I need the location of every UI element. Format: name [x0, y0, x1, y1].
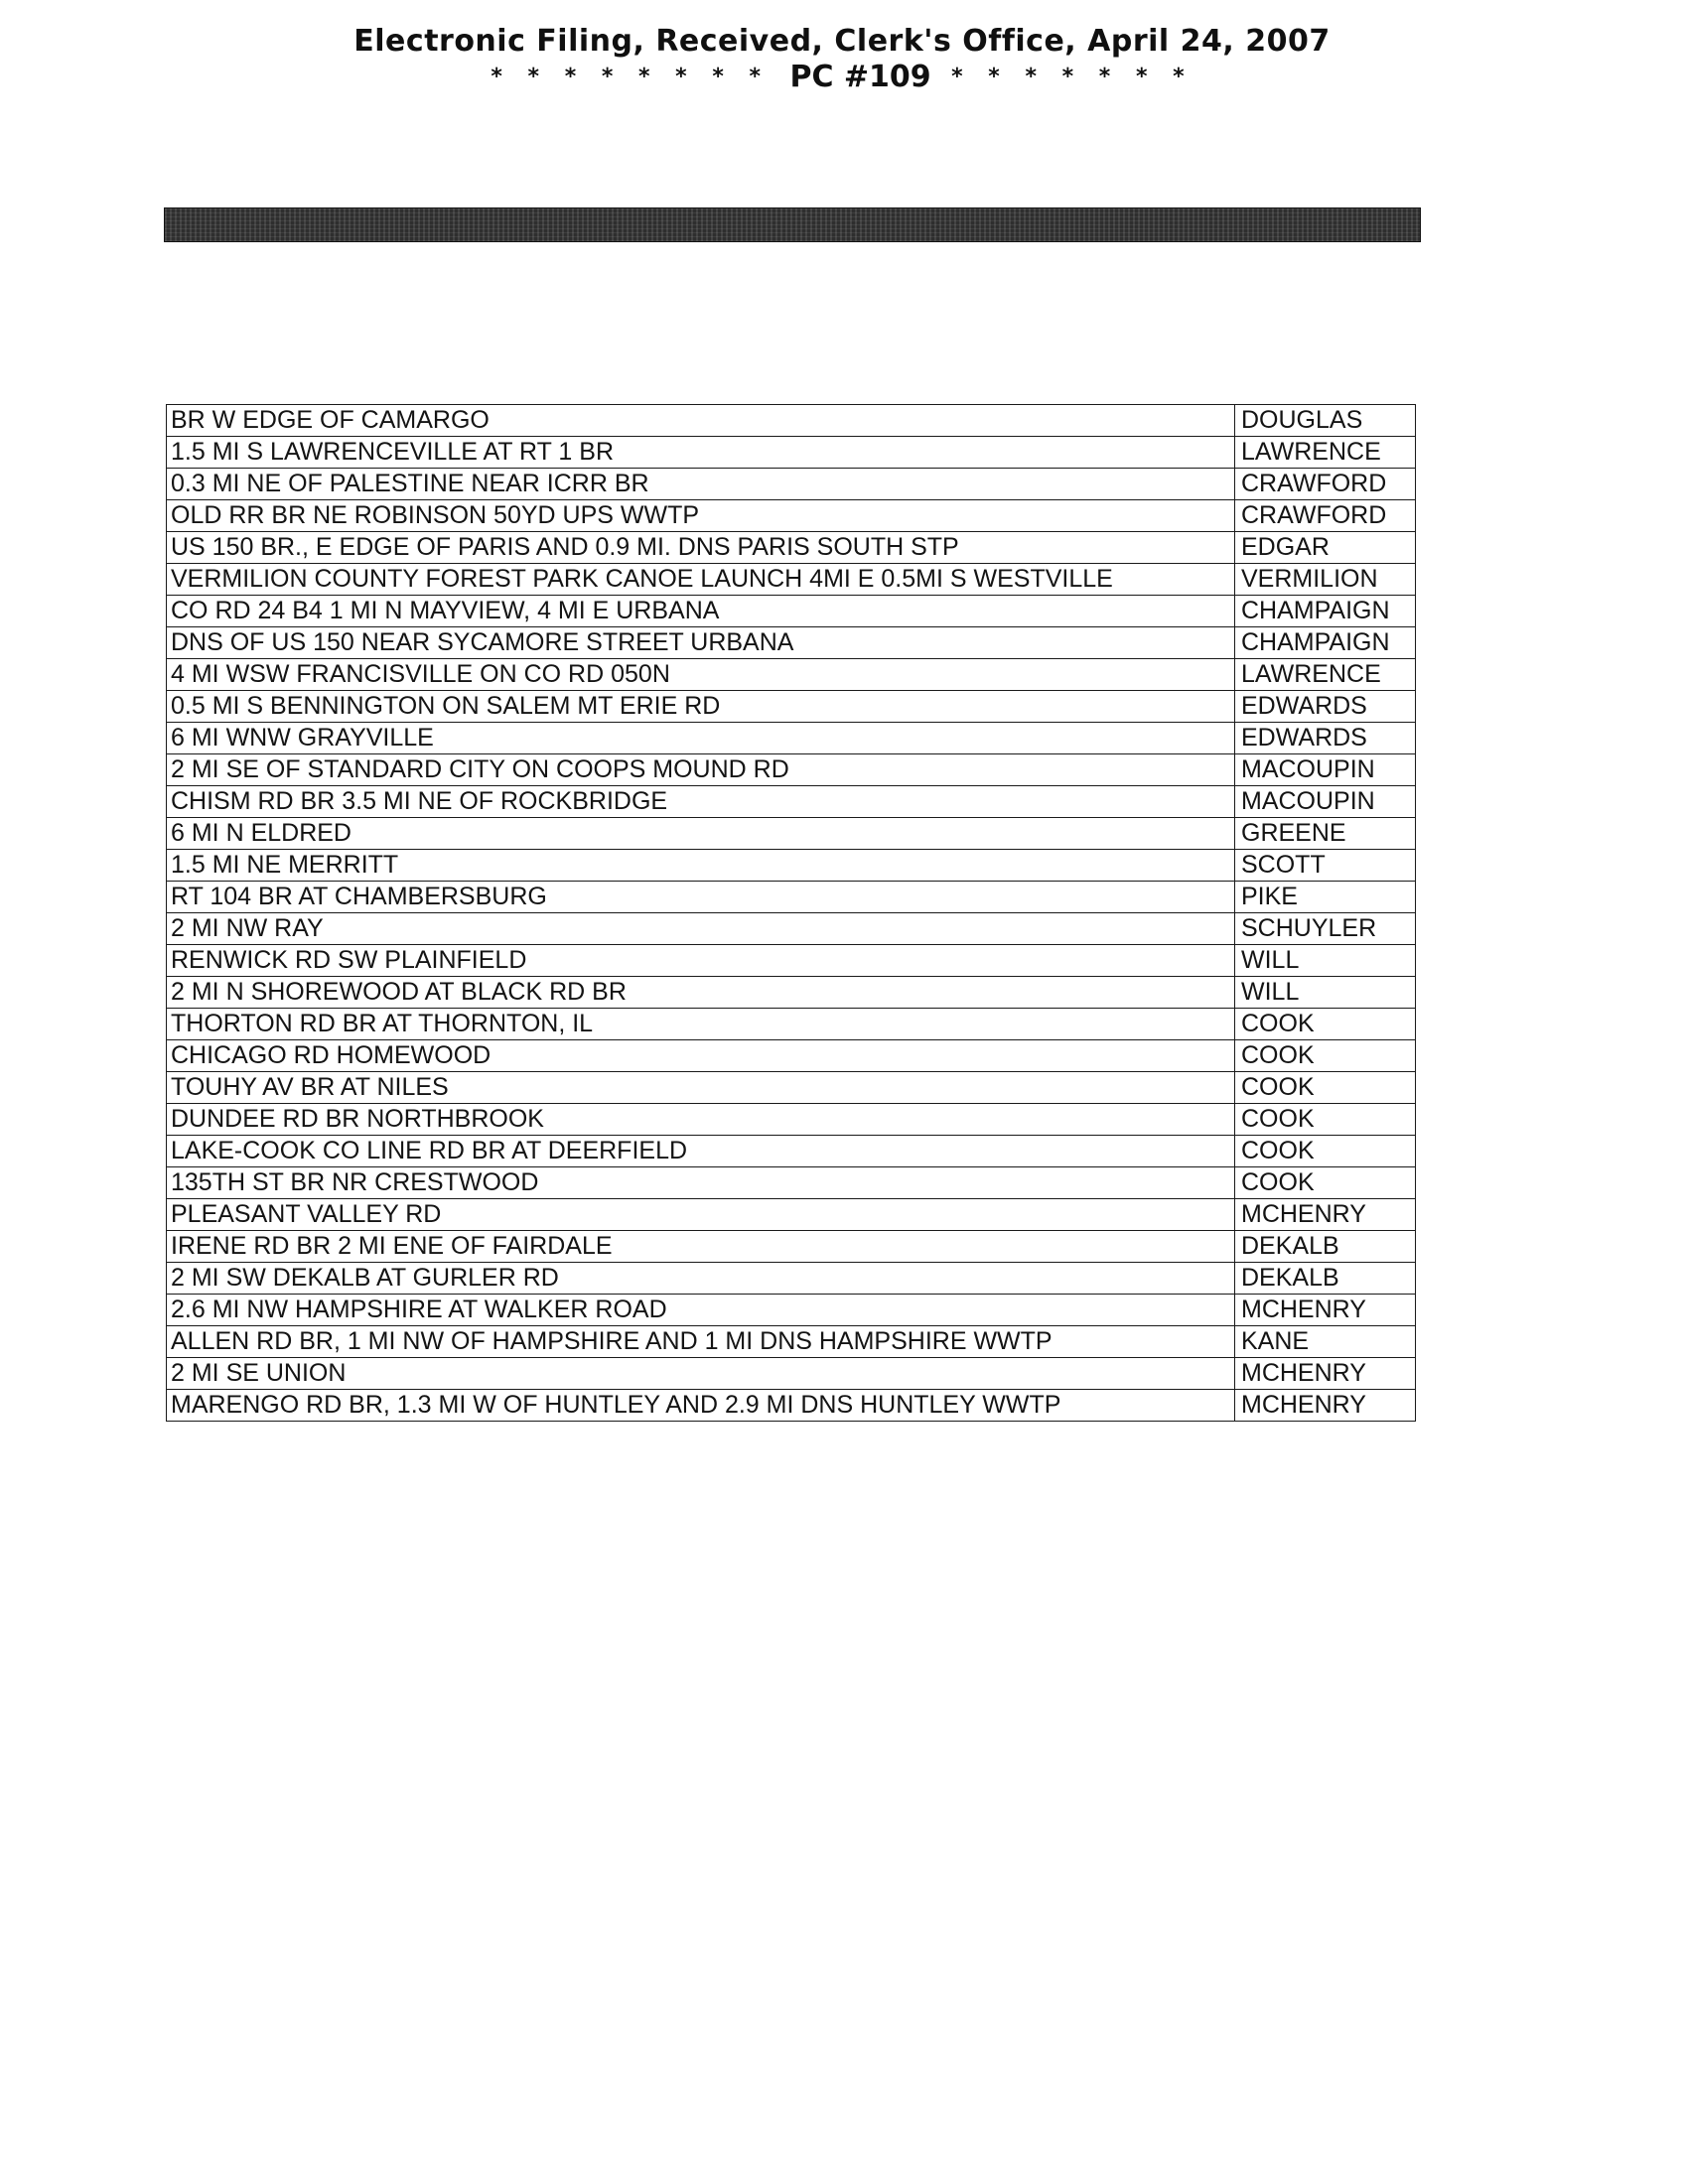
- location-description-cell: MARENGO RD BR, 1.3 MI W OF HUNTLEY AND 2.9 MI DNS HUNTLEY WWTP: [167, 1390, 1235, 1422]
- filing-stamp-title: Electronic Filing, Received, Clerk's Office, April 24, 2007: [353, 24, 1331, 59]
- location-description-cell: 0.5 MI S BENNINGTON ON SALEM MT ERIE RD: [167, 691, 1235, 723]
- county-cell: COOK: [1235, 1167, 1416, 1199]
- county-cell: MACOUPIN: [1235, 754, 1416, 786]
- location-description-cell: PLEASANT VALLEY RD: [167, 1199, 1235, 1231]
- county-cell: COOK: [1235, 1136, 1416, 1167]
- table-row: [167, 1072, 1416, 1104]
- location-description-cell: RENWICK RD SW PLAINFIELD: [167, 945, 1235, 977]
- table-row: [167, 1167, 1416, 1199]
- location-description-cell: CHICAGO RD HOMEWOOD: [167, 1040, 1235, 1072]
- location-description-cell: OLD RR BR NE ROBINSON 50YD UPS WWTP: [167, 500, 1235, 532]
- county-cell: MCHENRY: [1235, 1358, 1416, 1390]
- location-description-cell: 1.5 MI NE MERRITT: [167, 850, 1235, 882]
- county-cell: COOK: [1235, 1009, 1416, 1040]
- county-cell: GREENE: [1235, 818, 1416, 850]
- location-description-cell: 2 MI SW DEKALB AT GURLER RD: [167, 1263, 1235, 1295]
- county-cell: MCHENRY: [1235, 1295, 1416, 1326]
- location-description-cell: DUNDEE RD BR NORTHBROOK: [167, 1104, 1235, 1136]
- county-cell: KANE: [1235, 1326, 1416, 1358]
- table-row: [167, 723, 1416, 754]
- location-description-cell: 4 MI WSW FRANCISVILLE ON CO RD 050N: [167, 659, 1235, 691]
- location-description-cell: 6 MI N ELDRED: [167, 818, 1235, 850]
- location-description-cell: 2 MI SE OF STANDARD CITY ON COOPS MOUND RD: [167, 754, 1235, 786]
- county-cell: COOK: [1235, 1104, 1416, 1136]
- table-row: [167, 1326, 1416, 1358]
- location-description-cell: US 150 BR., E EDGE OF PARIS AND 0.9 MI. DNS PARIS SOUTH STP: [167, 532, 1235, 564]
- table-row: [167, 1390, 1416, 1422]
- county-cell: VERMILION: [1235, 564, 1416, 596]
- table-row: [167, 1199, 1416, 1231]
- location-description-cell: 2 MI N SHOREWOOD AT BLACK RD BR: [167, 977, 1235, 1009]
- table-row: [167, 818, 1416, 850]
- location-description-cell: 2.6 MI NW HAMPSHIRE AT WALKER ROAD: [167, 1295, 1235, 1326]
- stamp-stars-right: * * * * * * *: [951, 65, 1193, 89]
- filing-stamp-pc-line: [0, 60, 1684, 94]
- table-row: [167, 437, 1416, 469]
- table-row: [167, 1040, 1416, 1072]
- county-cell: SCOTT: [1235, 850, 1416, 882]
- table-row: [167, 786, 1416, 818]
- table-row: [167, 913, 1416, 945]
- location-description-cell: LAKE-COOK CO LINE RD BR AT DEERFIELD: [167, 1136, 1235, 1167]
- county-cell: CHAMPAIGN: [1235, 596, 1416, 627]
- location-description-cell: VERMILION COUNTY FOREST PARK CANOE LAUNCH 4MI E 0.5MI S WESTVILLE: [167, 564, 1235, 596]
- table-row: [167, 1136, 1416, 1167]
- table-row: [167, 1009, 1416, 1040]
- location-description-cell: THORTON RD BR AT THORNTON, IL: [167, 1009, 1235, 1040]
- county-cell: CRAWFORD: [1235, 469, 1416, 500]
- table-row: [167, 564, 1416, 596]
- location-description-cell: RT 104 BR AT CHAMBERSBURG: [167, 882, 1235, 913]
- county-cell: DOUGLAS: [1235, 405, 1416, 437]
- location-description-cell: 0.3 MI NE OF PALESTINE NEAR ICRR BR: [167, 469, 1235, 500]
- county-cell: LAWRENCE: [1235, 437, 1416, 469]
- locations-table-container: [166, 404, 1416, 1422]
- table-row: [167, 405, 1416, 437]
- location-description-cell: DNS OF US 150 NEAR SYCAMORE STREET URBANA: [167, 627, 1235, 659]
- table-row: [167, 1231, 1416, 1263]
- county-cell: LAWRENCE: [1235, 659, 1416, 691]
- county-cell: DEKALB: [1235, 1263, 1416, 1295]
- location-description-cell: IRENE RD BR 2 MI ENE OF FAIRDALE: [167, 1231, 1235, 1263]
- table-row: [167, 627, 1416, 659]
- stamp-stars-left: * * * * * * * *: [491, 65, 771, 89]
- county-cell: SCHUYLER: [1235, 913, 1416, 945]
- county-cell: MACOUPIN: [1235, 786, 1416, 818]
- county-cell: EDWARDS: [1235, 691, 1416, 723]
- table-row: [167, 1295, 1416, 1326]
- county-cell: EDWARDS: [1235, 723, 1416, 754]
- location-description-cell: 1.5 MI S LAWRENCEVILLE AT RT 1 BR: [167, 437, 1235, 469]
- location-description-cell: 2 MI NW RAY: [167, 913, 1235, 945]
- table-row: [167, 1358, 1416, 1390]
- county-cell: EDGAR: [1235, 532, 1416, 564]
- county-cell: COOK: [1235, 1072, 1416, 1104]
- table-row: [167, 469, 1416, 500]
- table-row: [167, 1104, 1416, 1136]
- county-cell: WILL: [1235, 977, 1416, 1009]
- location-description-cell: CHISM RD BR 3.5 MI NE OF ROCKBRIDGE: [167, 786, 1235, 818]
- location-description-cell: ALLEN RD BR, 1 MI NW OF HAMPSHIRE AND 1 MI DNS HAMPSHIRE WWTP: [167, 1326, 1235, 1358]
- table-row: [167, 500, 1416, 532]
- table-row: [167, 754, 1416, 786]
- location-description-cell: 6 MI WNW GRAYVILLE: [167, 723, 1235, 754]
- locations-table-body: [167, 405, 1416, 1422]
- table-row: [167, 882, 1416, 913]
- county-cell: WILL: [1235, 945, 1416, 977]
- county-cell: CRAWFORD: [1235, 500, 1416, 532]
- county-cell: DEKALB: [1235, 1231, 1416, 1263]
- location-description-cell: CO RD 24 B4 1 MI N MAYVIEW, 4 MI E URBANA: [167, 596, 1235, 627]
- county-cell: CHAMPAIGN: [1235, 627, 1416, 659]
- location-description-cell: 135TH ST BR NR CRESTWOOD: [167, 1167, 1235, 1199]
- table-header-bar: [164, 207, 1421, 242]
- location-description-cell: BR W EDGE OF CAMARGO: [167, 405, 1235, 437]
- location-description-cell: 2 MI SE UNION: [167, 1358, 1235, 1390]
- table-row: [167, 659, 1416, 691]
- locations-table: [166, 404, 1416, 1422]
- table-row: [167, 532, 1416, 564]
- location-description-cell: TOUHY AV BR AT NILES: [167, 1072, 1235, 1104]
- county-cell: MCHENRY: [1235, 1390, 1416, 1422]
- table-row: [167, 691, 1416, 723]
- table-row: [167, 945, 1416, 977]
- table-row: [167, 850, 1416, 882]
- table-row: [167, 1263, 1416, 1295]
- pc-number: PC #109: [789, 60, 931, 94]
- county-cell: MCHENRY: [1235, 1199, 1416, 1231]
- county-cell: COOK: [1235, 1040, 1416, 1072]
- table-row: [167, 596, 1416, 627]
- table-row: [167, 977, 1416, 1009]
- county-cell: PIKE: [1235, 882, 1416, 913]
